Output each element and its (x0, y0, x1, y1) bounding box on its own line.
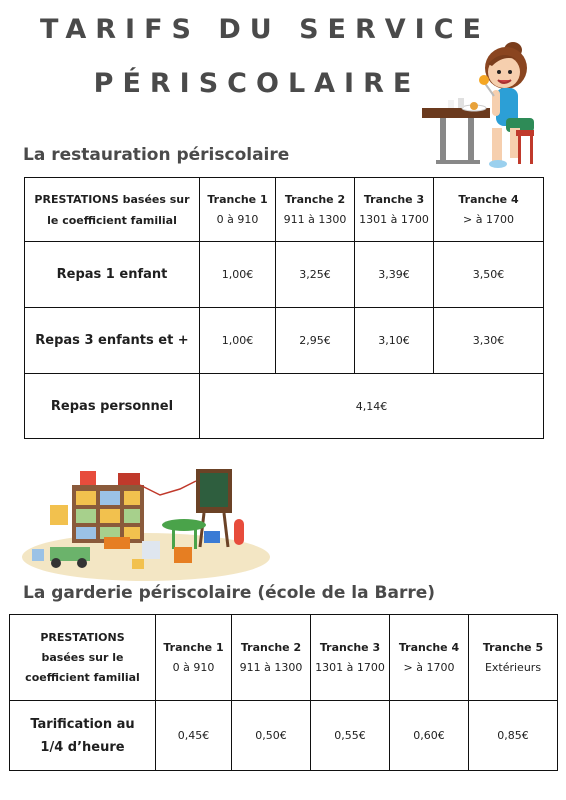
price-cell: 0,60€ (390, 701, 469, 771)
tranche-range: Extérieurs (484, 661, 542, 674)
price-cell: 3,25€ (276, 242, 355, 308)
price-cell: 3,39€ (355, 242, 434, 308)
tranche-label: Tranche 4 (458, 193, 519, 206)
prestations-header-line-2: le coefficient familial (47, 213, 177, 227)
tranche-range: > à 1700 (403, 661, 455, 674)
price-cell: 0,55€ (311, 701, 390, 771)
row-label-line-2: 1/4 d’heure (40, 739, 125, 755)
prestations-header-line-2: basées sur le (41, 651, 124, 664)
tranche-header-cell (390, 615, 469, 701)
tranche-range: 1301 à 1700 (315, 661, 385, 674)
prestations-header-cell (25, 178, 200, 242)
tranche-label: Tranche 5 (482, 641, 544, 654)
price-cell: 3,10€ (355, 308, 434, 374)
page-title-line-2: PÉRISCOLAIRE (93, 68, 421, 99)
tranche-range: 911 à 1300 (239, 661, 303, 674)
tranche-label: Tranche 2 (240, 641, 302, 654)
tranche-header-cell (355, 178, 434, 242)
table-row (25, 242, 544, 308)
tranche-range: > à 1700 (463, 213, 514, 226)
row-label: Repas personnel (25, 374, 200, 439)
tranche-label: Tranche 3 (363, 193, 425, 206)
row-label: Repas 3 enfants et + (25, 308, 200, 374)
table-row (25, 374, 544, 439)
restauration-price-table (24, 177, 544, 439)
prestations-header-cell (10, 615, 156, 701)
table-row (25, 308, 544, 374)
price-cell: 0,50€ (232, 701, 311, 771)
tranche-header-cell (200, 178, 276, 242)
tranche-header-cell (434, 178, 544, 242)
tranche-header-cell (276, 178, 355, 242)
price-cell: 0,85€ (469, 701, 558, 771)
price-cell: 0,45€ (156, 701, 232, 771)
row-label (10, 701, 156, 771)
price-cell: 1,00€ (200, 242, 276, 308)
tranche-header-cell (311, 615, 390, 701)
tranche-label: Tranche 3 (319, 641, 381, 654)
tranche-label: Tranche 4 (398, 641, 460, 654)
tranche-header-cell (469, 615, 558, 701)
table-header-row (10, 615, 558, 701)
section-heading-restauration: La restauration périscolaire (23, 145, 290, 165)
price-cell: 3,50€ (434, 242, 544, 308)
table-header-row (25, 178, 544, 242)
section-heading-garderie: La garderie périscolaire (école de la Barre) (23, 583, 436, 603)
table-row (10, 701, 558, 771)
tranche-label: Tranche 1 (163, 641, 224, 654)
tranche-range: 0 à 910 (216, 213, 259, 226)
girl-eating-illustration (418, 30, 538, 170)
price-cell: 3,30€ (434, 308, 544, 374)
row-label-line-1: Tarification au (30, 716, 135, 732)
tranche-label: Tranche 2 (284, 193, 346, 206)
prestations-header-line-1: PRESTATIONS basées sur (34, 192, 190, 206)
price-cell: 2,95€ (276, 308, 355, 374)
page-title-line-1: TARIFS DU SERVICE (40, 14, 490, 45)
garderie-price-table (9, 614, 558, 771)
tranche-range: 0 à 910 (172, 661, 215, 674)
tranche-range: 911 à 1300 (283, 213, 347, 226)
prestations-header-line-1: PRESTATIONS (40, 631, 125, 644)
tranche-range: 1301 à 1700 (359, 213, 429, 226)
tranche-header-cell (156, 615, 232, 701)
classroom-toys-illustration (20, 455, 272, 583)
prestations-header-line-3: coefficient familial (25, 671, 140, 684)
row-label: Repas 1 enfant (25, 242, 200, 308)
price-cell: 4,14€ (200, 374, 544, 439)
tranche-header-cell (232, 615, 311, 701)
tranche-label: Tranche 1 (207, 193, 268, 206)
price-cell: 1,00€ (200, 308, 276, 374)
